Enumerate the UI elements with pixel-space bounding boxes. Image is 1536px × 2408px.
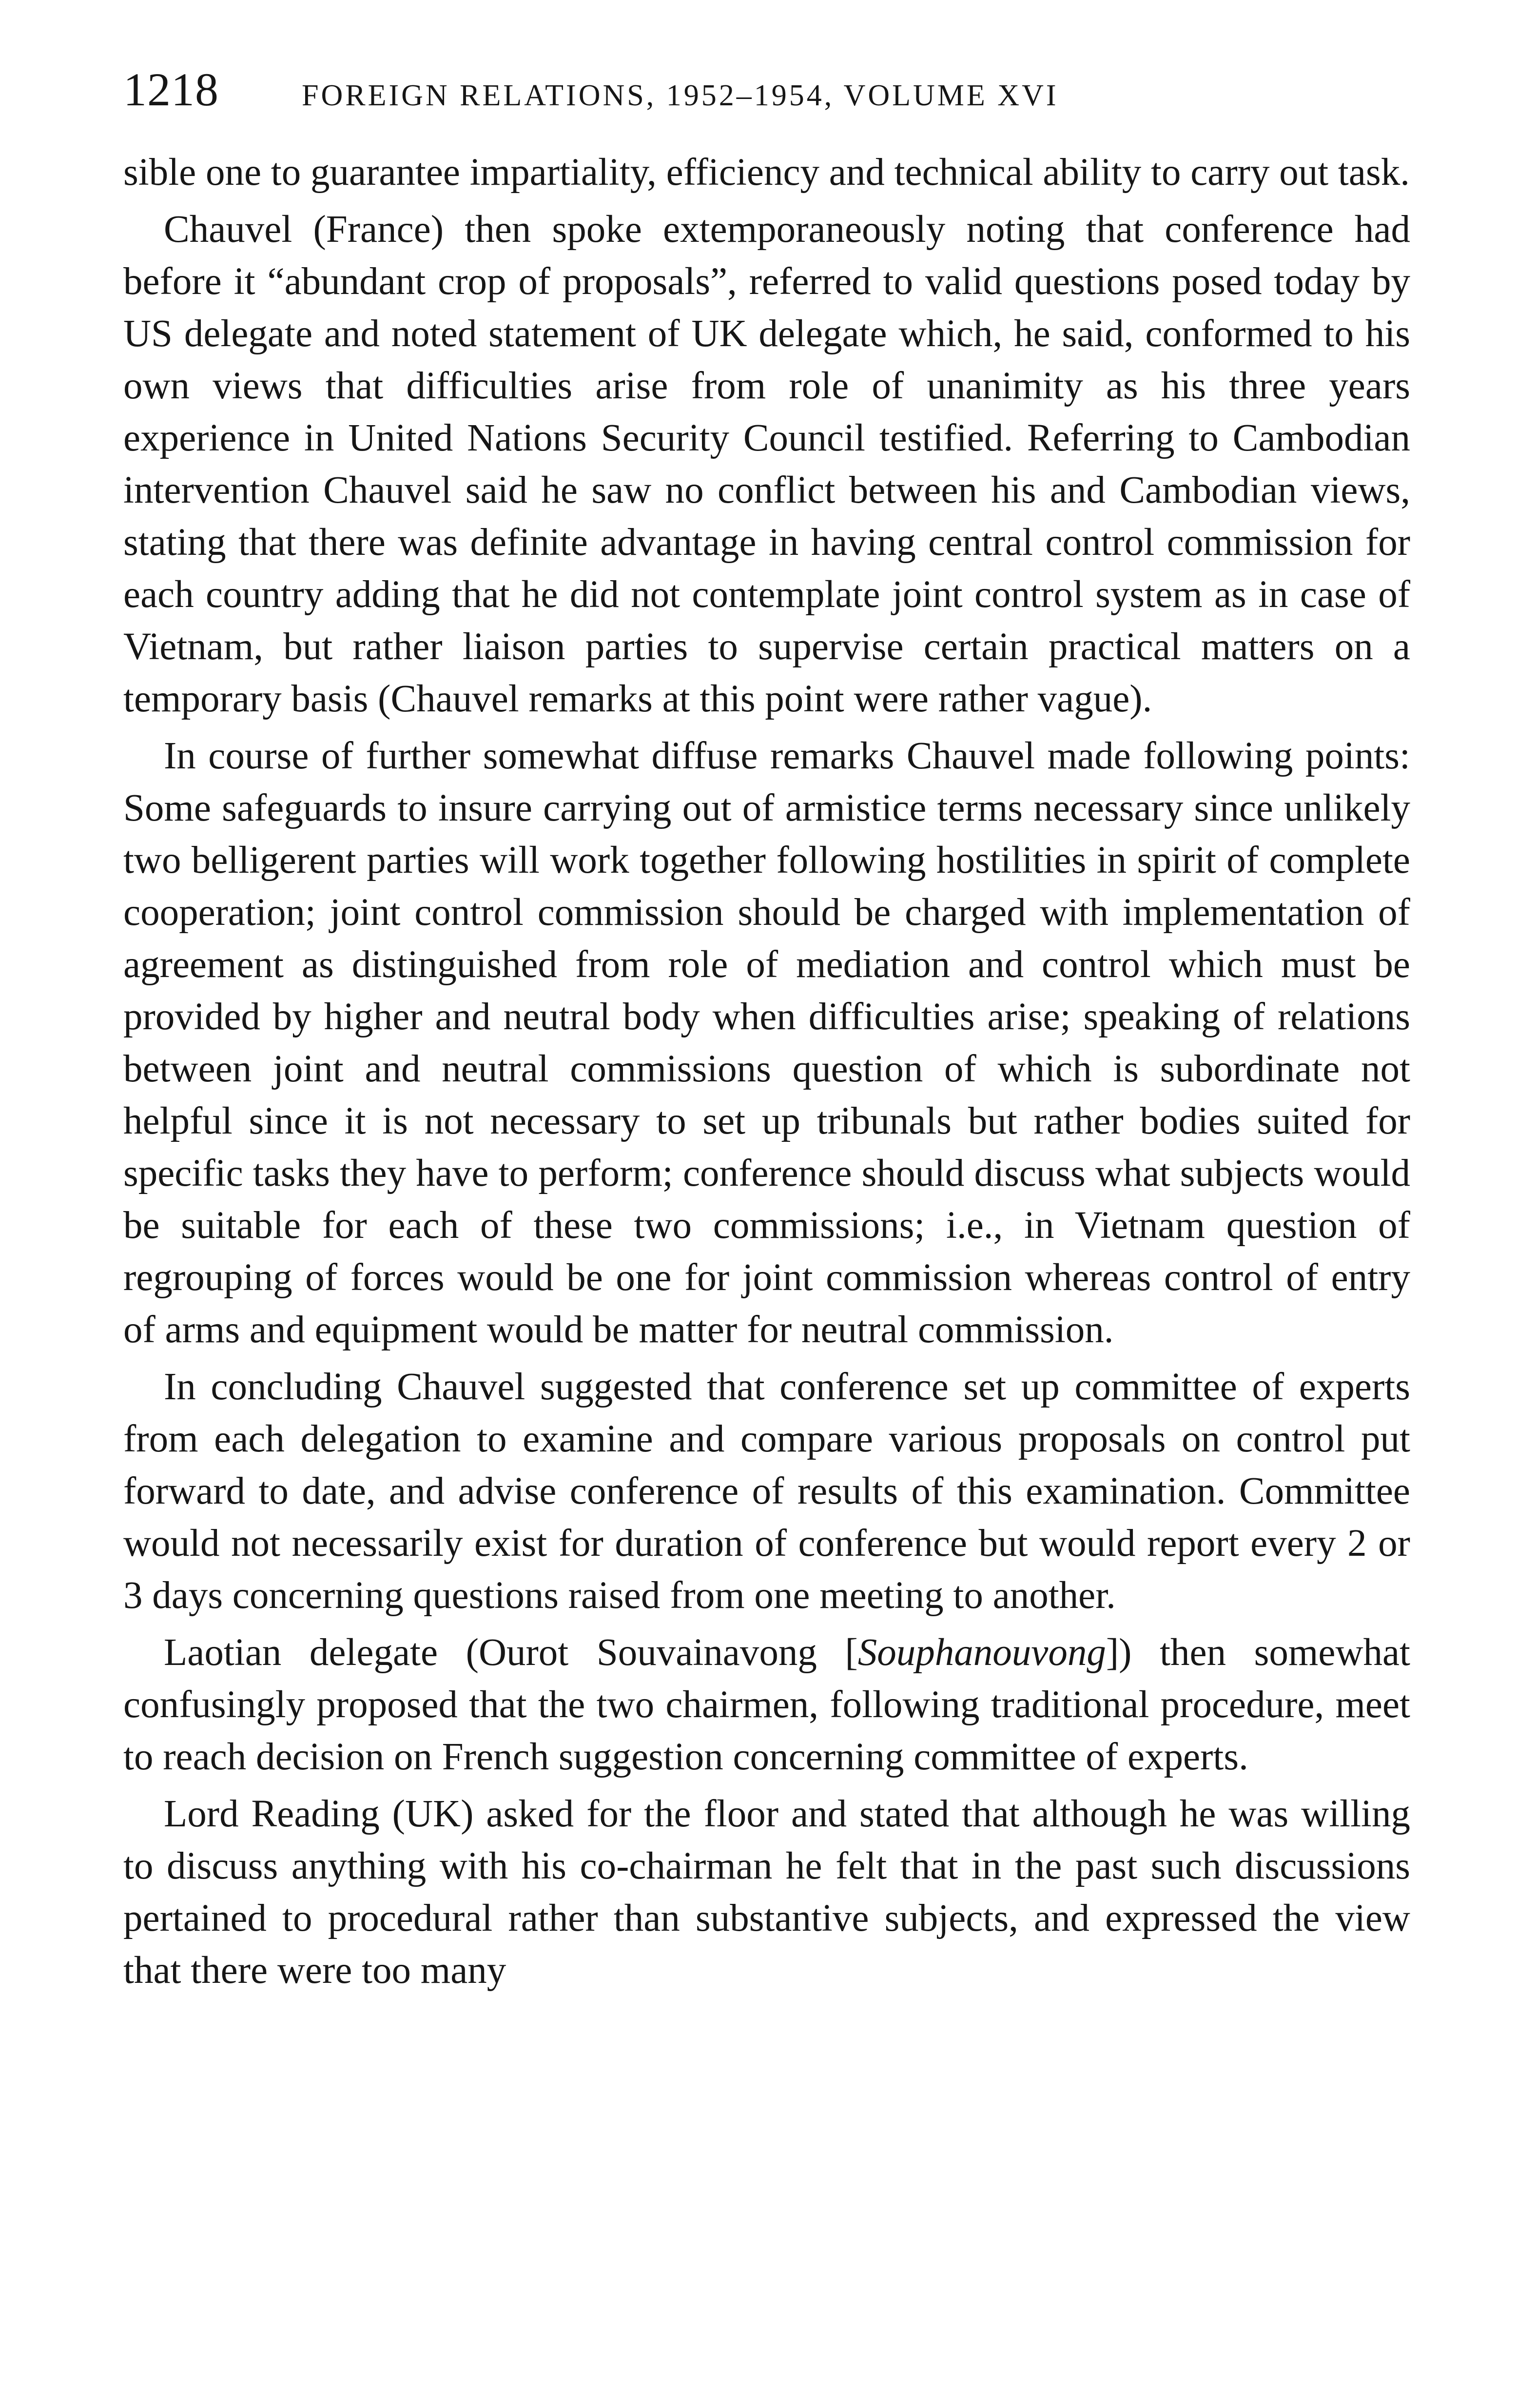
paragraph-chauvel-remarks: Chauvel (France) then spoke extemporaneously noting that conference had before it “abundant crop of proposals”, referred to valid questions posed today by US delegate and noted statement of UK delegate which, he said, conformed to his own views that difficulties arise from role of unanimity as his three years experience in United Nations Security Council testified. Referring to Cambodian intervention Chauvel said he saw no conflict between his and Cambodian views, stating that there was definite advantage in having central control commission for each country adding that he did not contemplate joint control system as in case of Vietnam, but rather liaison parties to supervise certain practical matters on a temporary basis (Chauvel remarks at this point were rather vague). — [123, 208, 1410, 720]
laotian-text-italic: Souphanouvong — [857, 1631, 1106, 1674]
paragraph-chauvel-points: In course of further somewhat diffuse remarks Chauvel made following points: Some safeguards to insure carrying out of armistice terms necessary since unlikely two belligerent parties will work together following hostilities in spirit of complete cooperation; joint control commission should be charged with implementation of agreement as distinguished from role of mediation and control which must be provided by higher and neutral body when difficulties arise; speaking of relations between joint and neutral commissions question of which is subordinate not helpful since it is not necessary to set up tribunals but rather bodies suited for specific tasks they have to perform; conference should discuss what subjects would be suitable for each of these two commissions; i.e., in Vietnam question of regrouping of forces would be one for joint commission whereas control of entry of arms and equipment would be matter for neutral commission. — [123, 735, 1410, 1351]
page-header — [123, 62, 1410, 121]
paragraph-chauvel-conclusion: In concluding Chauvel suggested that conference set up committee of experts from each delegation to examine and compare various proposals on control put forward to date, and advise conference of results of this examination. Committee would not necessarily exist for duration of conference but would report every 2 or 3 days concerning questions raised from one meeting to another. — [123, 1366, 1410, 1617]
laotian-text-after: ]) then somewhat confusingly proposed that the two chairmen, following traditional procedure, meet to reach decision on French suggestion concerning committee of experts. — [123, 1631, 1411, 1778]
running-head: FOREIGN RELATIONS, 1952–1954, VOLUME XVI — [302, 79, 1059, 112]
page-number: 1218 — [123, 63, 219, 116]
paragraph-laotian-delegate — [123, 1626, 1410, 1783]
paragraph-lord-reading: Lord Reading (UK) asked for the floor and stated that although he was willing to discuss anything with his co-chairman he felt that in the past such discussions pertained to procedural rather than substantive subjects, and expressed the view that there were too many — [123, 1793, 1410, 1992]
body-text — [123, 146, 1410, 1997]
laotian-text-before: Laotian delegate (Ourot Souvainavong [ — [164, 1631, 858, 1674]
paragraph-continuation: sible one to guarantee impartiality, efficiency and technical ability to carry out task. — [123, 151, 1410, 194]
